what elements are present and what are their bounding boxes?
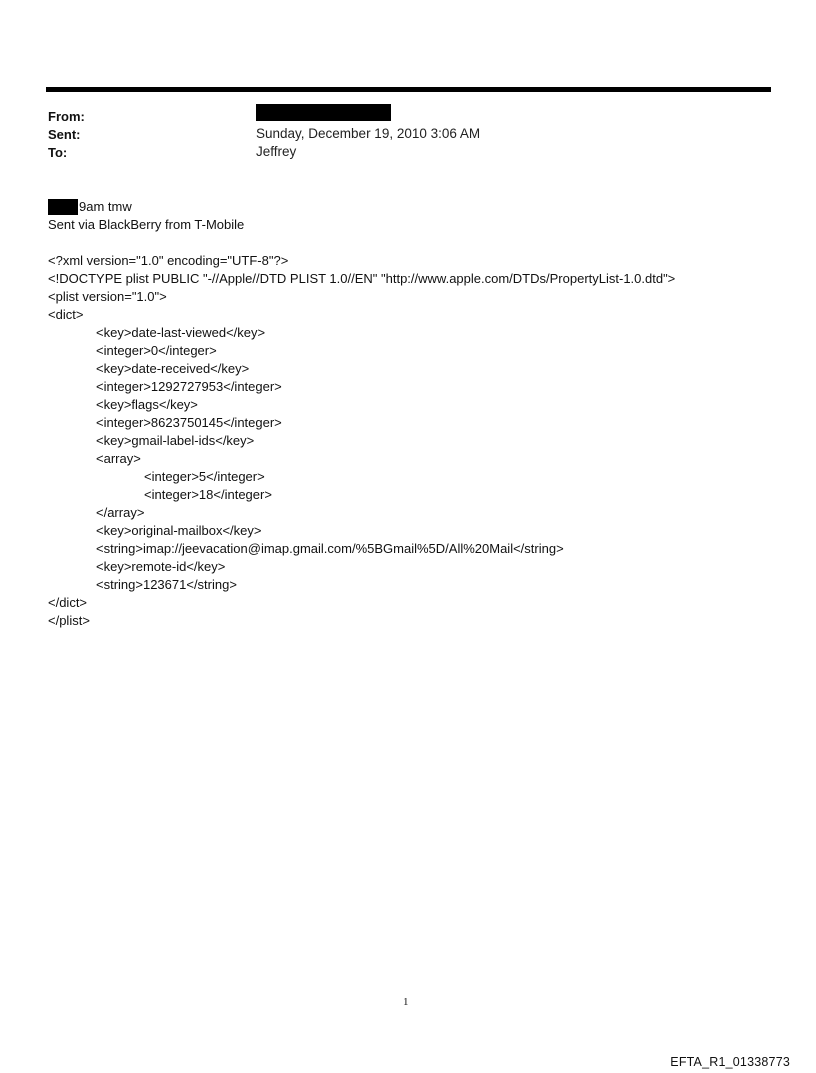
xml-line: <key>remote-id</key> — [96, 559, 226, 574]
page-number: 1 — [403, 996, 409, 1008]
xml-line: <array> — [96, 451, 141, 466]
signature-line: Sent via BlackBerry from T-Mobile — [48, 217, 245, 232]
xml-line: </plist> — [48, 613, 90, 628]
xml-line: </array> — [96, 505, 145, 520]
sent-value: Sunday, December 19, 2010 3:06 AM — [256, 126, 481, 141]
bates-number: EFTA_R1_01338773 — [670, 1055, 790, 1069]
xml-line: <!DOCTYPE plist PUBLIC "-//Apple//DTD PLIST 1.0//EN" "http://www.apple.com/DTDs/PropertyList-1.0.dtd"> — [48, 271, 676, 286]
xml-line: <plist version="1.0"> — [48, 289, 167, 304]
message-line: 9am tmw — [79, 199, 132, 214]
xml-line: <key>date-received</key> — [96, 361, 250, 376]
xml-line: <key>flags</key> — [96, 397, 198, 412]
xml-line: <string>imap://jeevacation@imap.gmail.com/%5BGmail%5D/All%20Mail</string> — [96, 541, 564, 556]
xml-line: <integer>5</integer> — [144, 469, 265, 484]
xml-line: <dict> — [48, 307, 84, 322]
to-label: To: — [48, 145, 68, 160]
xml-line: <key>date-last-viewed</key> — [96, 325, 266, 340]
xml-line: <key>original-mailbox</key> — [96, 523, 262, 538]
to-value: Jeffrey — [256, 144, 297, 159]
xml-line: <integer>18</integer> — [144, 487, 272, 502]
from-label: From: — [48, 109, 85, 124]
xml-line: <integer>8623750145</integer> — [96, 415, 282, 430]
xml-line: <key>gmail-label-ids</key> — [96, 433, 255, 448]
top-rule — [46, 87, 771, 92]
redacted-sender — [256, 104, 391, 121]
xml-line: <integer>1292727953</integer> — [96, 379, 282, 394]
xml-line: <string>123671</string> — [96, 577, 237, 592]
xml-line: </dict> — [48, 595, 88, 610]
xml-line: <integer>0</integer> — [96, 343, 217, 358]
redacted-name — [48, 199, 78, 215]
xml-line: <?xml version="1.0" encoding="UTF-8"?> — [48, 253, 289, 268]
sent-label: Sent: — [48, 127, 81, 142]
